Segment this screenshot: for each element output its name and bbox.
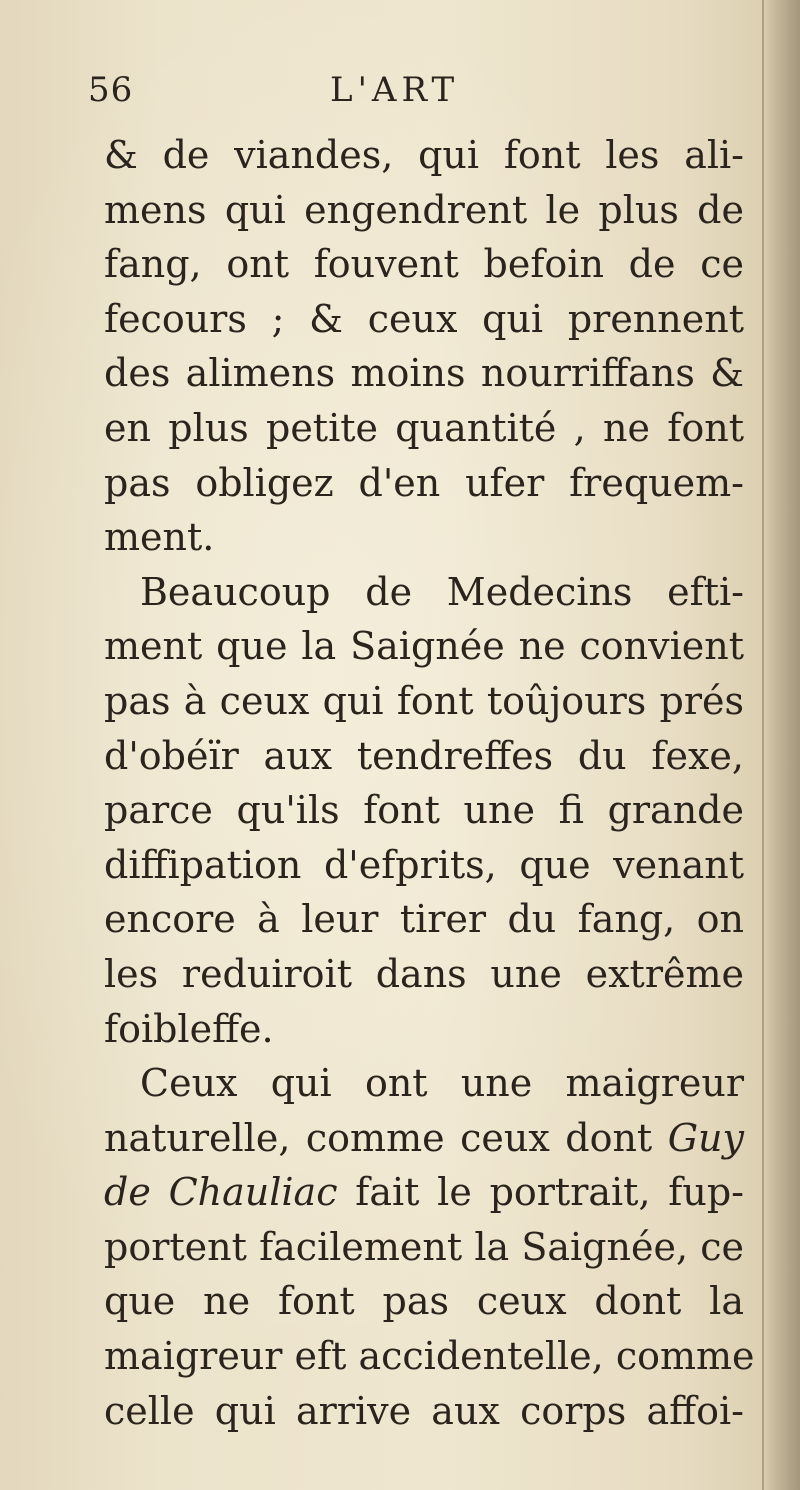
- text-line: en plus petite quantité , ne font: [104, 405, 744, 450]
- text-line: fang, ont fouvent befoin de ce: [104, 242, 744, 287]
- text-line: d'obéïr aux tendreffes du fexe,: [104, 733, 744, 778]
- page-number: 56: [88, 70, 134, 110]
- page-edge-line: [762, 0, 764, 1490]
- text-line: maigreur eft accidentelle, comme: [104, 1334, 755, 1379]
- running-title: L'ART: [330, 70, 460, 110]
- page-header: [88, 70, 708, 120]
- text-line: mens qui engendrent le plus de: [104, 187, 744, 232]
- text-line: & de viandes, qui font les ali-: [104, 133, 744, 177]
- text-line: diffipation d'efprits, que venant: [104, 842, 744, 887]
- text-segment: fait le portrait, fup-: [355, 1170, 744, 1215]
- text-line: parce qu'ils font une fi grande: [104, 788, 744, 833]
- body-text: [104, 128, 755, 1438]
- text-line: fecours ; & ceux qui prennent: [104, 296, 744, 341]
- text-line: encore à leur tirer du fang, on: [104, 897, 744, 942]
- text-line: ment que la Saignée ne convient: [104, 624, 744, 669]
- text-line: [104, 1165, 744, 1220]
- text-line: des alimens moins nourriffans &: [104, 351, 744, 396]
- text-line: foibleffe.: [104, 1006, 274, 1051]
- paragraph-start-line: Ceux qui ont une maigreur: [140, 1061, 744, 1106]
- text-line: que ne font pas ceux dont la: [104, 1279, 744, 1324]
- text-line: portent facilement la Saignée, ce: [104, 1224, 744, 1269]
- text-line: pas à ceux qui font toûjours prés: [104, 678, 744, 723]
- text-line: ment.: [104, 515, 215, 560]
- text-line: [104, 1111, 744, 1166]
- page-edge-shadow: [762, 0, 800, 1490]
- italic-name: de Chauliac: [104, 1170, 338, 1215]
- paragraph-start-line: Beaucoup de Medecins efti-: [140, 569, 744, 614]
- text-line: les reduiroit dans une extrême: [104, 951, 744, 996]
- italic-name: Guy: [667, 1115, 744, 1160]
- text-line: celle qui arrive aux corps affoi-: [104, 1388, 744, 1433]
- text-segment: naturelle, comme ceux dont: [104, 1115, 653, 1160]
- text-line: pas obligez d'en ufer frequem-: [104, 460, 744, 505]
